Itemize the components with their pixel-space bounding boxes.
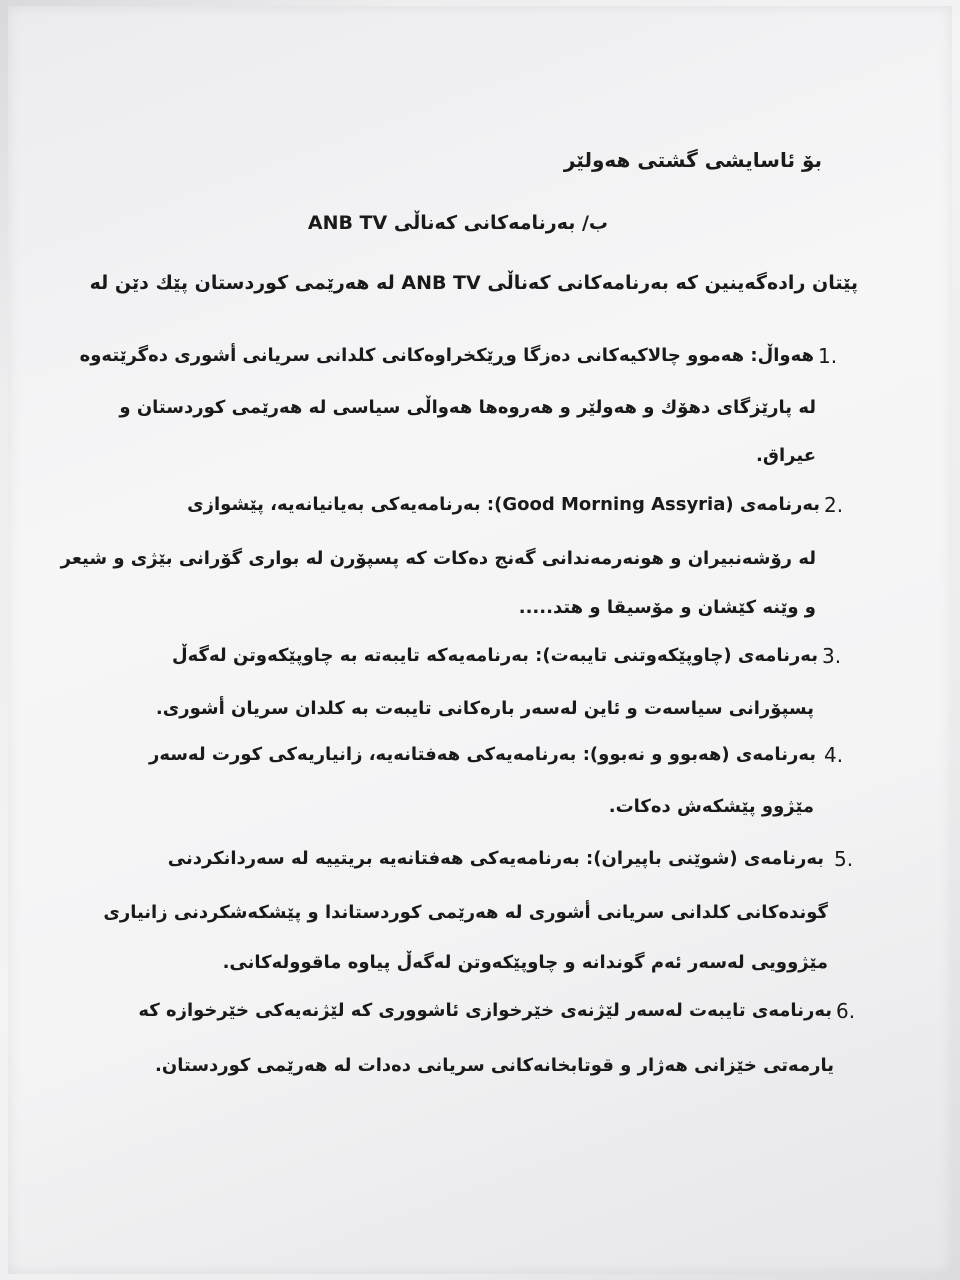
item-number: 5.: [834, 847, 854, 871]
item-number: 1.: [818, 344, 838, 368]
item-line: بەرنامەی (شوێنی باپیران): بەرنامەیەکی هەفتانەیە بریتییە لە سەردانکردنی: [167, 848, 824, 869]
item-line: گوندەکانی کلدانی سریانی أشوری لە هەرێمی کوردستاندا و پێشکەشکردنی زانیاری: [103, 902, 828, 923]
item-line: لە رۆشەنبیران و هونەرمەندانی گەنج دەکات کە پسپۆرن لە بواری گۆرانی بێژی و شیعر: [60, 548, 816, 569]
item-number: 2.: [824, 493, 844, 517]
addressee-line: بۆ ئاسایشی گشتی هەولێر: [563, 148, 822, 172]
item-line: و وێنە کێشان و مۆسیقا و هتد.....: [518, 597, 816, 618]
item-line: پسپۆرانی سیاسەت و ئاین لەسەر بارەکانی تایبەت بە کلدان سریان أشوری.: [155, 698, 814, 719]
item-line: عیراق.: [756, 445, 816, 466]
item-line: لە پارێزگای دهۆك و هەولێر و هەروەها هەواڵی سیاسی لە هەرێمی کوردستان و: [119, 397, 816, 418]
item-line: هەواڵ: هەموو چالاکیەکانی دەزگا وڕێکخراوەکانی کلدانی سریانی أشوری دەگرێتەوە: [79, 345, 814, 366]
item-line: یارمەتی خێزانی هەژار و قوتابخانەکانی سریانی دەدات لە هەرێمی کوردستان.: [155, 1055, 834, 1076]
item-number: 6.: [836, 999, 856, 1023]
item-line: بەرنامەی (چاوپێکەوتنی تایبەت): بەرنامەیەکە تایبەتە بە چاوپێکەوتن لەگەڵ: [172, 645, 818, 666]
intro-paragraph: پێتان رادەگەینین کە بەرنامەکانی کەناڵی ANB TV لە هەرێمی کوردستان پێك دێن لە: [89, 272, 858, 294]
item-line: مێژوویی لەسەر ئەم گوندانە و چاوپێکەوتن لەگەڵ پیاوە ماقوولەکانی.: [222, 952, 828, 973]
item-number: 3.: [822, 644, 842, 668]
item-line: مێژوو پێشکەش دەکات.: [608, 796, 814, 817]
subject-line: ب/ بەرنامەکانی کەناڵی ANB TV: [307, 212, 608, 234]
item-number: 4.: [824, 743, 844, 767]
item-line: بەرنامەی (Good Morning Assyria): بەرنامەیەکی بەیانیانەیە، پێشوازی: [187, 494, 820, 515]
item-line: بەرنامەی تایبەت لەسەر لێژنەی خێرخوازی ئاشووری کە لێژنەیەکی خێرخوازە کە: [138, 1000, 832, 1021]
item-line: بەرنامەی (هەبوو و نەبوو): بەرنامەیەکی هەفتانەیە، زانیاریەکی کورت لەسەر: [148, 744, 816, 765]
